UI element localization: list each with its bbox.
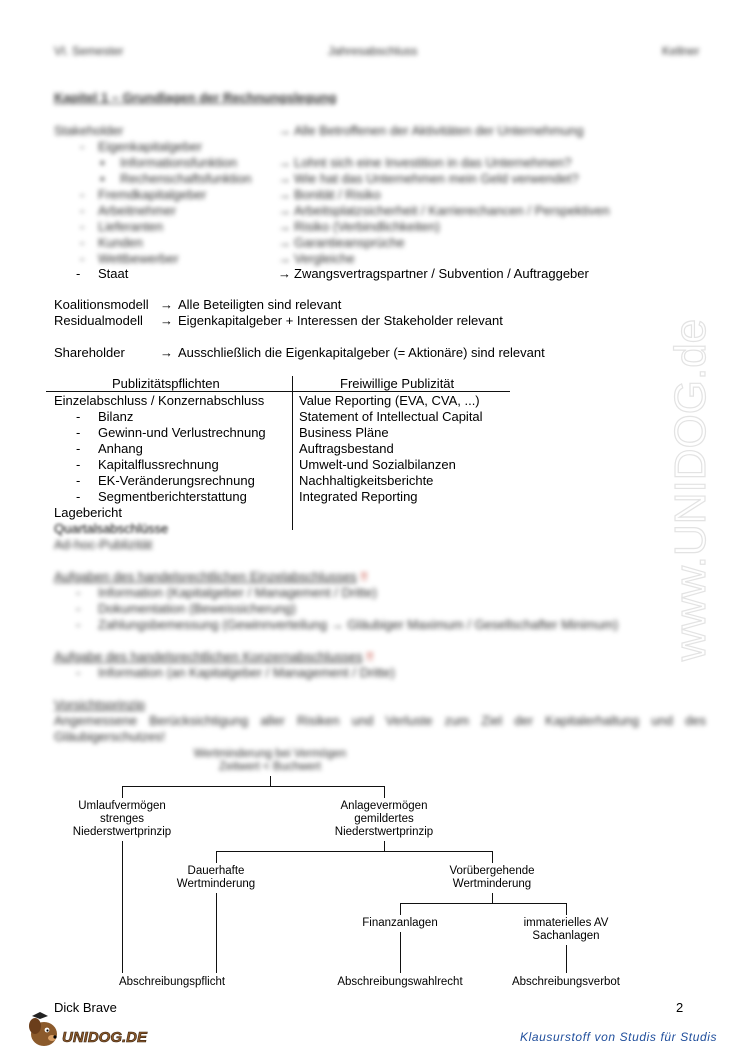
- table-header-voluntary: Freiwillige Publizität: [340, 376, 455, 391]
- list-marker: -: [80, 203, 85, 218]
- connector: [492, 851, 493, 863]
- list-item-label: Information (Kapitalgeber / Management / Dritte): [98, 585, 377, 600]
- list-item-staat: [0, 266, 750, 282]
- arrow-icon: →: [278, 123, 291, 138]
- table-cell: Bilanz: [98, 409, 134, 424]
- stakeholder-label: Stakeholder: [54, 123, 124, 138]
- shareholder-label: Shareholder: [54, 345, 125, 360]
- diagram-node-umlauf: Umlaufvermögen strenges Niederstwertprinzip: [72, 800, 172, 838]
- table-row: [0, 393, 750, 409]
- list-item: [0, 219, 750, 235]
- table-cell: Anhang: [98, 441, 143, 456]
- list-item: [0, 203, 750, 219]
- diagram-leaf-verbot: Abschreibungsverbot: [511, 976, 621, 988]
- list-item: [0, 601, 750, 617]
- list-marker: -: [76, 425, 81, 440]
- list-item-label: Zahlungsbemessung (Gewinnverteilung → Gläubiger Maximum / Gesellschafter Minimum): [98, 617, 619, 632]
- dog-icon: [29, 1012, 57, 1046]
- list-marker: -: [80, 235, 85, 250]
- list-marker: -: [76, 601, 81, 616]
- list-item-desc: Lohnt sich eine Investition in das Unternehmen?: [294, 155, 572, 170]
- stakeholder-row: [0, 123, 750, 139]
- list-item: [0, 235, 750, 251]
- watermark: [660, 240, 750, 740]
- list-item-desc: Zwangsvertragspartner / Subvention / Auftraggeber: [294, 266, 589, 281]
- list-item-label: Rechenschaftsfunktion: [120, 171, 252, 186]
- arrow-icon: →: [278, 235, 291, 250]
- table-cell: Value Reporting (EVA, CVA, ...): [299, 393, 480, 408]
- connector: [122, 786, 123, 798]
- table-cell: Quartalsabschlüsse: [54, 521, 169, 536]
- shareholder-desc: Ausschließlich die Eigenkapitalgeber (= Aktionäre) sind relevant: [178, 345, 545, 360]
- connector: [566, 903, 567, 915]
- list-item: [0, 171, 750, 187]
- connector: [492, 893, 493, 903]
- list-marker: -: [80, 139, 85, 154]
- table-row: [0, 457, 750, 473]
- list-marker: -: [80, 219, 85, 234]
- table-cell: Auftragsbestand: [299, 441, 394, 456]
- model-label: Residualmodell: [54, 313, 143, 328]
- connector: [216, 851, 217, 863]
- arrow-icon: →: [278, 171, 291, 186]
- list-marker: -: [76, 489, 81, 504]
- stakeholder-desc: Alle Betroffenen der Aktivitäten der Unternehmung: [294, 123, 584, 138]
- list-marker: -: [80, 187, 85, 202]
- model-row: [0, 297, 750, 313]
- model-desc: Eigenkapitalgeber + Interessen der Stakeholder relevant: [178, 313, 503, 328]
- list-marker: -: [76, 457, 81, 472]
- section-title: Aufgabe des handelsrechtlichen Konzernabschlusses: [54, 649, 363, 664]
- table-cell: Segmentberichterstattung: [98, 489, 247, 504]
- diagram-node-finanz: Finanzanlagen: [362, 917, 438, 929]
- arrow-icon: →: [278, 266, 291, 281]
- prudence-text: Angemessene Berücksichtigung aller Risiken und Verluste zum Ziel der Kapitalerhaltung und des Gläubigerschutzes!: [54, 713, 706, 744]
- tasks-single-title: [54, 569, 368, 585]
- table-row: [0, 473, 750, 489]
- unidog-logo: [26, 1010, 156, 1050]
- table-header-mandatory: Publizitätspflichten: [112, 376, 220, 391]
- important-mark: !!: [366, 649, 374, 664]
- list-item-label: Lieferanten: [98, 219, 164, 234]
- list-item: [0, 251, 750, 267]
- diagram-leaf-wahlrecht: Abschreibungswahlrecht: [337, 976, 463, 988]
- diagram-node-immat: immaterielles AV Sachanlagen: [523, 917, 609, 942]
- connector: [122, 786, 384, 787]
- list-item-label: Staat: [98, 266, 129, 281]
- footer-tagline: Klausurstoff von Studis für Studis: [520, 1030, 718, 1044]
- header-center: Jahresabschluss: [328, 44, 418, 58]
- arrow-icon: →: [160, 297, 173, 312]
- diagram-node-voruber: Vorübergehende Wertminderung: [449, 865, 535, 890]
- arrow-icon: →: [278, 219, 291, 234]
- list-item: [0, 585, 750, 601]
- table-row: [0, 537, 750, 553]
- list-item-label: Dokumentation (Beweissicherung): [98, 601, 296, 616]
- arrow-icon: →: [278, 187, 291, 202]
- arrow-icon: →: [278, 155, 291, 170]
- table-row: [0, 409, 750, 425]
- connector: [400, 903, 401, 915]
- arrow-icon: →: [278, 203, 291, 218]
- table-cell: Business Pläne: [299, 425, 389, 440]
- arrow-icon: →: [160, 313, 173, 328]
- connector: [566, 945, 567, 973]
- list-item: [0, 617, 750, 633]
- connector: [122, 841, 123, 973]
- list-item-label: Eigenkapitalgeber: [98, 139, 203, 154]
- diagram-node-anlage: Anlagevermögen gemildertes Niederstwertprinzip: [334, 800, 434, 838]
- table-rule: [46, 391, 510, 392]
- model-row: [0, 313, 750, 329]
- tasks-group-title: [54, 649, 373, 665]
- list-item-label: Informationsfunktion: [120, 155, 238, 170]
- table-cell: Lagebericht: [54, 505, 122, 520]
- list-item-label: Information (an Kapitalgeber / Management / Dritte): [98, 665, 395, 680]
- svg-text:UNIDOG.DE: UNIDOG.DE: [62, 1029, 148, 1046]
- list-marker: ▪: [100, 171, 105, 186]
- shareholder-row: [0, 345, 750, 361]
- connector: [384, 786, 385, 798]
- list-marker: -: [76, 665, 81, 680]
- table-cell: Integrated Reporting: [299, 489, 418, 504]
- chapter-title: Kapitel 1 – Grundlagen der Rechnungslegung: [54, 90, 337, 105]
- list-item-desc: Arbeitsplatzsicherheit / Karrierechancen / Perspektiven: [294, 203, 610, 218]
- list-marker: -: [76, 617, 81, 632]
- list-marker: -: [76, 473, 81, 488]
- svg-text:www.UNIDOG.de: www.UNIDOG.de: [666, 318, 715, 662]
- table-cell: Ad-hoc-Publizität: [54, 537, 153, 552]
- diagram-node-dauer: Dauerhafte Wertminderung: [176, 865, 256, 890]
- arrow-icon: →: [278, 251, 291, 266]
- list-item: [0, 139, 750, 155]
- list-item-label: Kunden: [98, 235, 143, 250]
- table-cell: Nachhaltigkeitsberichte: [299, 473, 434, 488]
- list-item: [0, 665, 750, 681]
- list-item-label: Arbeitnehmer: [98, 203, 177, 218]
- section-title: Aufgaben des handelsrechtlichen Einzelabschlusses: [54, 569, 357, 584]
- list-item-label: Fremdkapitalgeber: [98, 187, 207, 202]
- list-item-desc: Bonität / Risiko: [294, 187, 381, 202]
- table-row: [0, 521, 750, 537]
- footer-author: Dick Brave: [54, 1000, 117, 1015]
- list-item-desc: Risiko (Verbindlichkeiten): [294, 219, 440, 234]
- table-row: [0, 505, 750, 521]
- connector: [384, 841, 385, 851]
- important-mark: !!: [360, 569, 368, 584]
- table-cell: Kapitalflussrechnung: [98, 457, 219, 472]
- list-item-desc: Wie hat das Unternehmen mein Geld verwendet?: [294, 171, 579, 186]
- list-marker: -: [76, 441, 81, 456]
- table-row: [0, 425, 750, 441]
- list-item-desc: Garantieansprüche: [294, 235, 405, 250]
- table-row: [0, 441, 750, 457]
- connector: [270, 776, 271, 786]
- model-desc: Alle Beteiligten sind relevant: [178, 297, 342, 312]
- table-cell: EK-Veränderungsrechnung: [98, 473, 255, 488]
- list-item: [0, 187, 750, 203]
- list-item-label: Wettbewerber: [98, 251, 179, 266]
- connector: [216, 851, 492, 852]
- list-marker: -: [76, 266, 81, 281]
- table-row: [0, 489, 750, 505]
- prudence-title: Vorsichtsprinzip: [54, 697, 146, 712]
- list-item: [0, 155, 750, 171]
- list-marker: -: [76, 409, 81, 424]
- table-cell: Gewinn-und Verlustrechnung: [98, 425, 266, 440]
- header-right: Kellner: [662, 44, 700, 58]
- table-cell: Einzelabschluss / Konzernabschluss: [54, 393, 265, 408]
- list-marker: -: [76, 585, 81, 600]
- list-marker: ▪: [100, 155, 105, 170]
- arrow-icon: →: [160, 345, 173, 360]
- table-cell: Umwelt-und Sozialbilanzen: [299, 457, 456, 472]
- header-left: VI. Semester: [54, 44, 124, 58]
- connector: [400, 932, 401, 973]
- list-marker: -: [80, 251, 85, 266]
- list-item-desc: Vergleiche: [294, 251, 355, 266]
- footer-page-number: 2: [676, 1000, 684, 1015]
- model-label: Koalitionsmodell: [54, 297, 149, 312]
- table-cell: Statement of Intellectual Capital: [299, 409, 483, 424]
- connector: [400, 903, 566, 904]
- diagram-leaf-pflicht: Abschreibungspflicht: [118, 976, 226, 988]
- diagram-root: Wertminderung bei Vermögen Zeitwert < Buchwert: [193, 748, 347, 773]
- connector: [216, 893, 217, 973]
